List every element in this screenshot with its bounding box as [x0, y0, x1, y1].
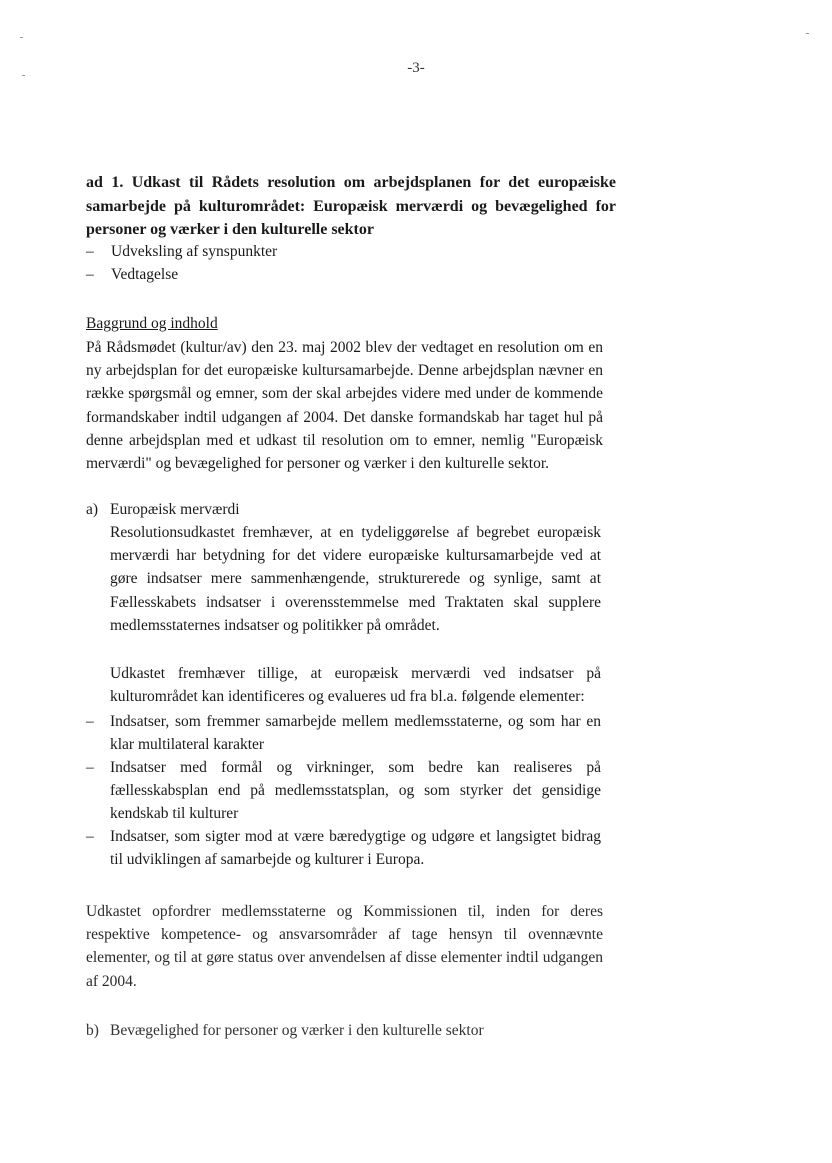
scan-speck: [806, 33, 809, 34]
agenda-item-list: [86, 240, 616, 286]
list-item-text: Indsatser, som sigter mod at være bæredygtige og udgøre et langsigtet bidrag til udviklingen af samarbejde og kulturer i Europa.: [110, 828, 601, 868]
dash-bullet: –: [86, 243, 94, 260]
section-b-label: b): [86, 1022, 99, 1039]
list-item: [86, 240, 616, 263]
list-item: [86, 756, 601, 825]
section-b-heading: [86, 1019, 484, 1042]
dash-bullet: –: [86, 759, 94, 776]
list-item: [86, 825, 601, 871]
page-number: -3-: [407, 60, 425, 76]
section-a-paragraph-1: Resolutionsudkastet fremhæver, at en tydeliggørelse af begrebet europæisk merværdi har betydning for det videre europæiske kultursamarbejde ved at gøre indsatser mere sammenhængende, strukturerede og synlige, samt at Fællesskabets indsatser i overensstemmelse med Traktaten skal supplere medlemsstaternes indsatser og politikker på området.: [110, 524, 601, 634]
list-item: [86, 263, 616, 286]
section-a-title: Europæisk merværdi: [110, 501, 240, 518]
element-list: [86, 710, 601, 871]
section-title-background: Baggrund og indhold: [86, 315, 218, 332]
list-item: [86, 710, 601, 756]
agenda-heading: ad 1. Udkast til Rådets resolution om arbejdsplanen for det europæiske samarbejde på kulturområdet: Europæisk merværdi og bevægelighed for personer og værker i den kulturelle sektor: [86, 174, 616, 238]
dash-bullet: –: [86, 828, 94, 845]
list-item-text: Indsatser med formål og virkninger, som bedre kan realiseres på fællesskabsplan end på medlemsstatsplan, og som styrker det gensidige kendskab til kulturer: [110, 759, 601, 822]
section-a-label: a): [86, 501, 99, 518]
dash-bullet: –: [86, 266, 94, 283]
section-b-title: Bevægelighed for personer og værker i den kulturelle sektor: [110, 1022, 484, 1039]
list-item-text: Udveksling af synspunkter: [111, 243, 278, 260]
list-item-text: Vedtagelse: [111, 266, 179, 283]
scan-speck: [20, 37, 23, 38]
background-intro-paragraph: På Rådsmødet (kultur/av) den 23. maj 2002 blev der vedtaget en resolution om en ny arbejdsplan for det europæiske kultursamarbejde. Denne arbejdsplan nævner en række spørgsmål og emner, som der skal arbejdes videre med under de kommende formandskaber indtil udgangen af 2004. Det danske formandskab har taget hul på denne arbejdsplan med et udkast til resolution om to emner, nemlig "Europæisk merværdi" og bevægelighed for personer og værker i den kulturelle sektor.: [86, 339, 603, 473]
dash-bullet: –: [86, 713, 94, 730]
list-item-text: Indsatser, som fremmer samarbejde mellem medlemsstaterne, og som har en klar multilateral karakter: [110, 713, 601, 753]
section-a-paragraph-2: Udkastet fremhæver tillige, at europæisk merværdi ved indsatser på kulturområdet kan identificeres og evalueres ud fra bl.a. følgende elementer:: [110, 665, 601, 706]
closing-paragraph: Udkastet opfordrer medlemsstaterne og Kommissionen til, inden for deres respektive kompetence- og ansvarsområder af tage hensyn til ovennævnte elementer, og til at gøre status over anvendelsen af disse elementer indtil udgangen af 2004.: [86, 903, 603, 990]
